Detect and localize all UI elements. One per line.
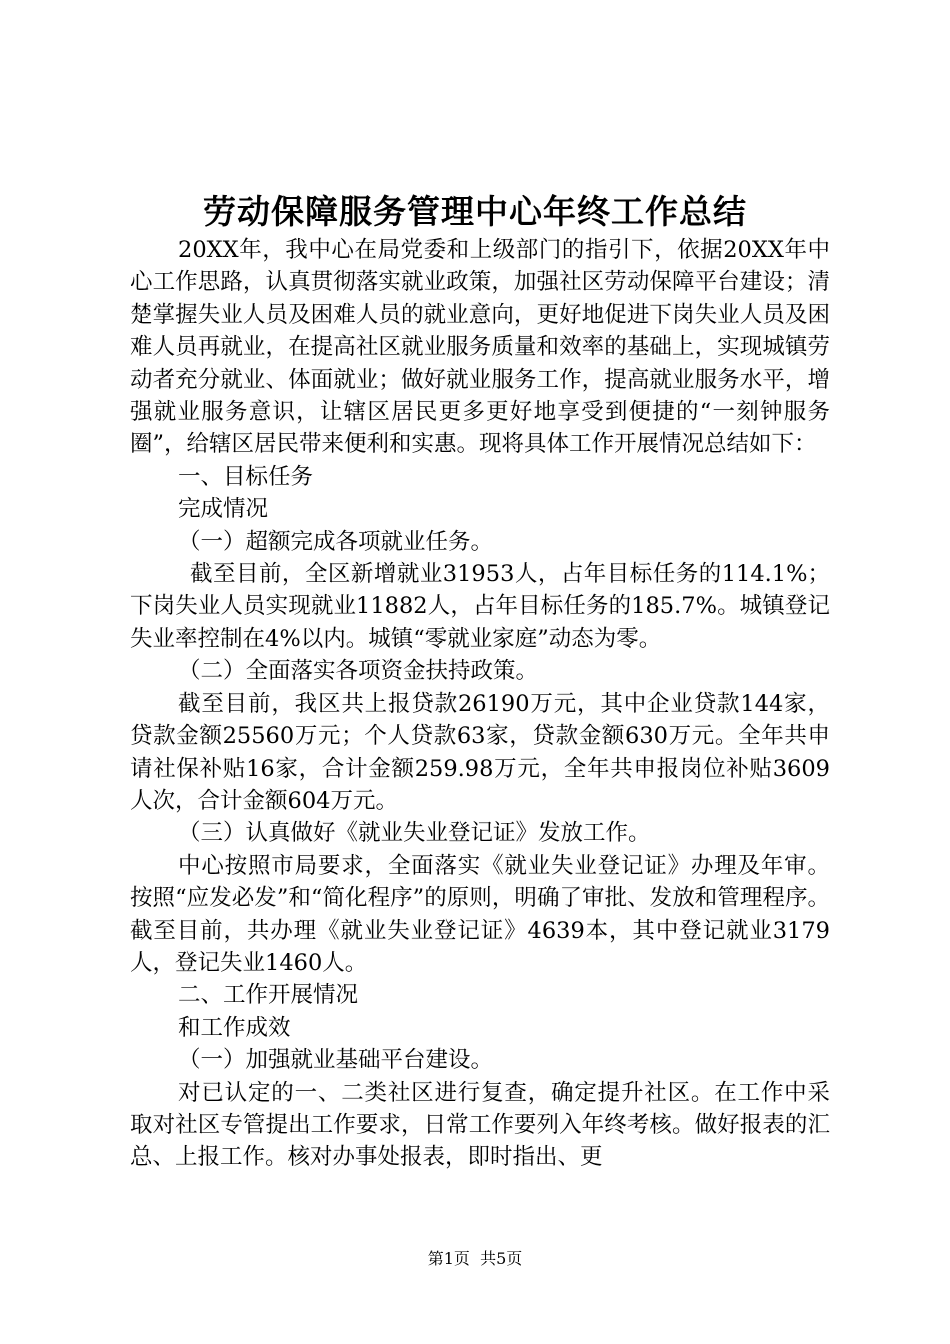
body-paragraph: 中心按照市局要求，全面落实《就业失业登记证》办理及年审。按照“应发必发”和“简化程序”的原则，明确了审批、发放和管理程序。截至目前，共办理《就业失业登记证》4639本，其中登记就业3179人，登记失业1460人。 [130,852,830,976]
section-heading-continued: 完成情况 [178,496,269,523]
subsection-heading: （一）加强就业基础平台建设。 [178,1047,494,1074]
section-heading: 二、工作开展情况 [178,982,359,1009]
subsection-heading: （一）超额完成各项就业任务。 [178,528,494,555]
body-paragraph: 截至目前，全区新增就业31953人，占年目标任务的114.1%；下岗失业人员实现就业11882人，占年目标任务的185.7%。城镇登记失业率控制在4%以内。城镇“零就业家庭”动态为零。 [130,561,830,652]
subsection-heading: （三）认真做好《就业失业登记证》发放工作。 [178,820,651,847]
section-heading: 一、目标任务 [178,463,314,490]
body-paragraph: 截至目前，我区共上报贷款26190万元，其中企业贷款144家，贷款金额25560万元；个人贷款63家，贷款金额630万元。全年共申请社保补贴16家，合计金额259.98万元，全年共申报岗位补贴3609人次，合计金额604万元。 [130,690,830,814]
section-heading-continued: 和工作成效 [178,1014,291,1041]
document-body [130,234,830,1174]
page-number: 第1页 [427,1249,470,1268]
intro-paragraph: 20XX年，我中心在局党委和上级部门的指引下，依据20XX年中心工作思路，认真贯彻落实就业政策，加强社区劳动保障平台建设；清楚掌握失业人员及困难人员的就业意向，更好地促进下岗失业人员及困难人员再就业，在提高社区就业服务质量和效率的基础上，实现城镇劳动者充分就业、体面就业；做好就业服务工作，提高就业服务水平，增强就业服务意识，让辖区居民更多更好地享受到便捷的“一刻钟服务圈”，给辖区居民带来便利和实惠。现将具体工作开展情况总结如下： [130,237,830,458]
page-total: 共5页 [480,1249,523,1268]
page-footer [0,1246,950,1269]
body-paragraph: 对已认定的一、二类社区进行复查，确定提升社区。在工作中采取对社区专管提出工作要求，日常工作要列入年终考核。做好报表的汇总、上报工作。核对办事处报表，即时指出、更 [130,1079,830,1171]
document-title: 劳动保障服务管理中心年终工作总结 [203,192,747,231]
subsection-heading: （二）全面落实各项资金扶持政策。 [178,658,539,685]
